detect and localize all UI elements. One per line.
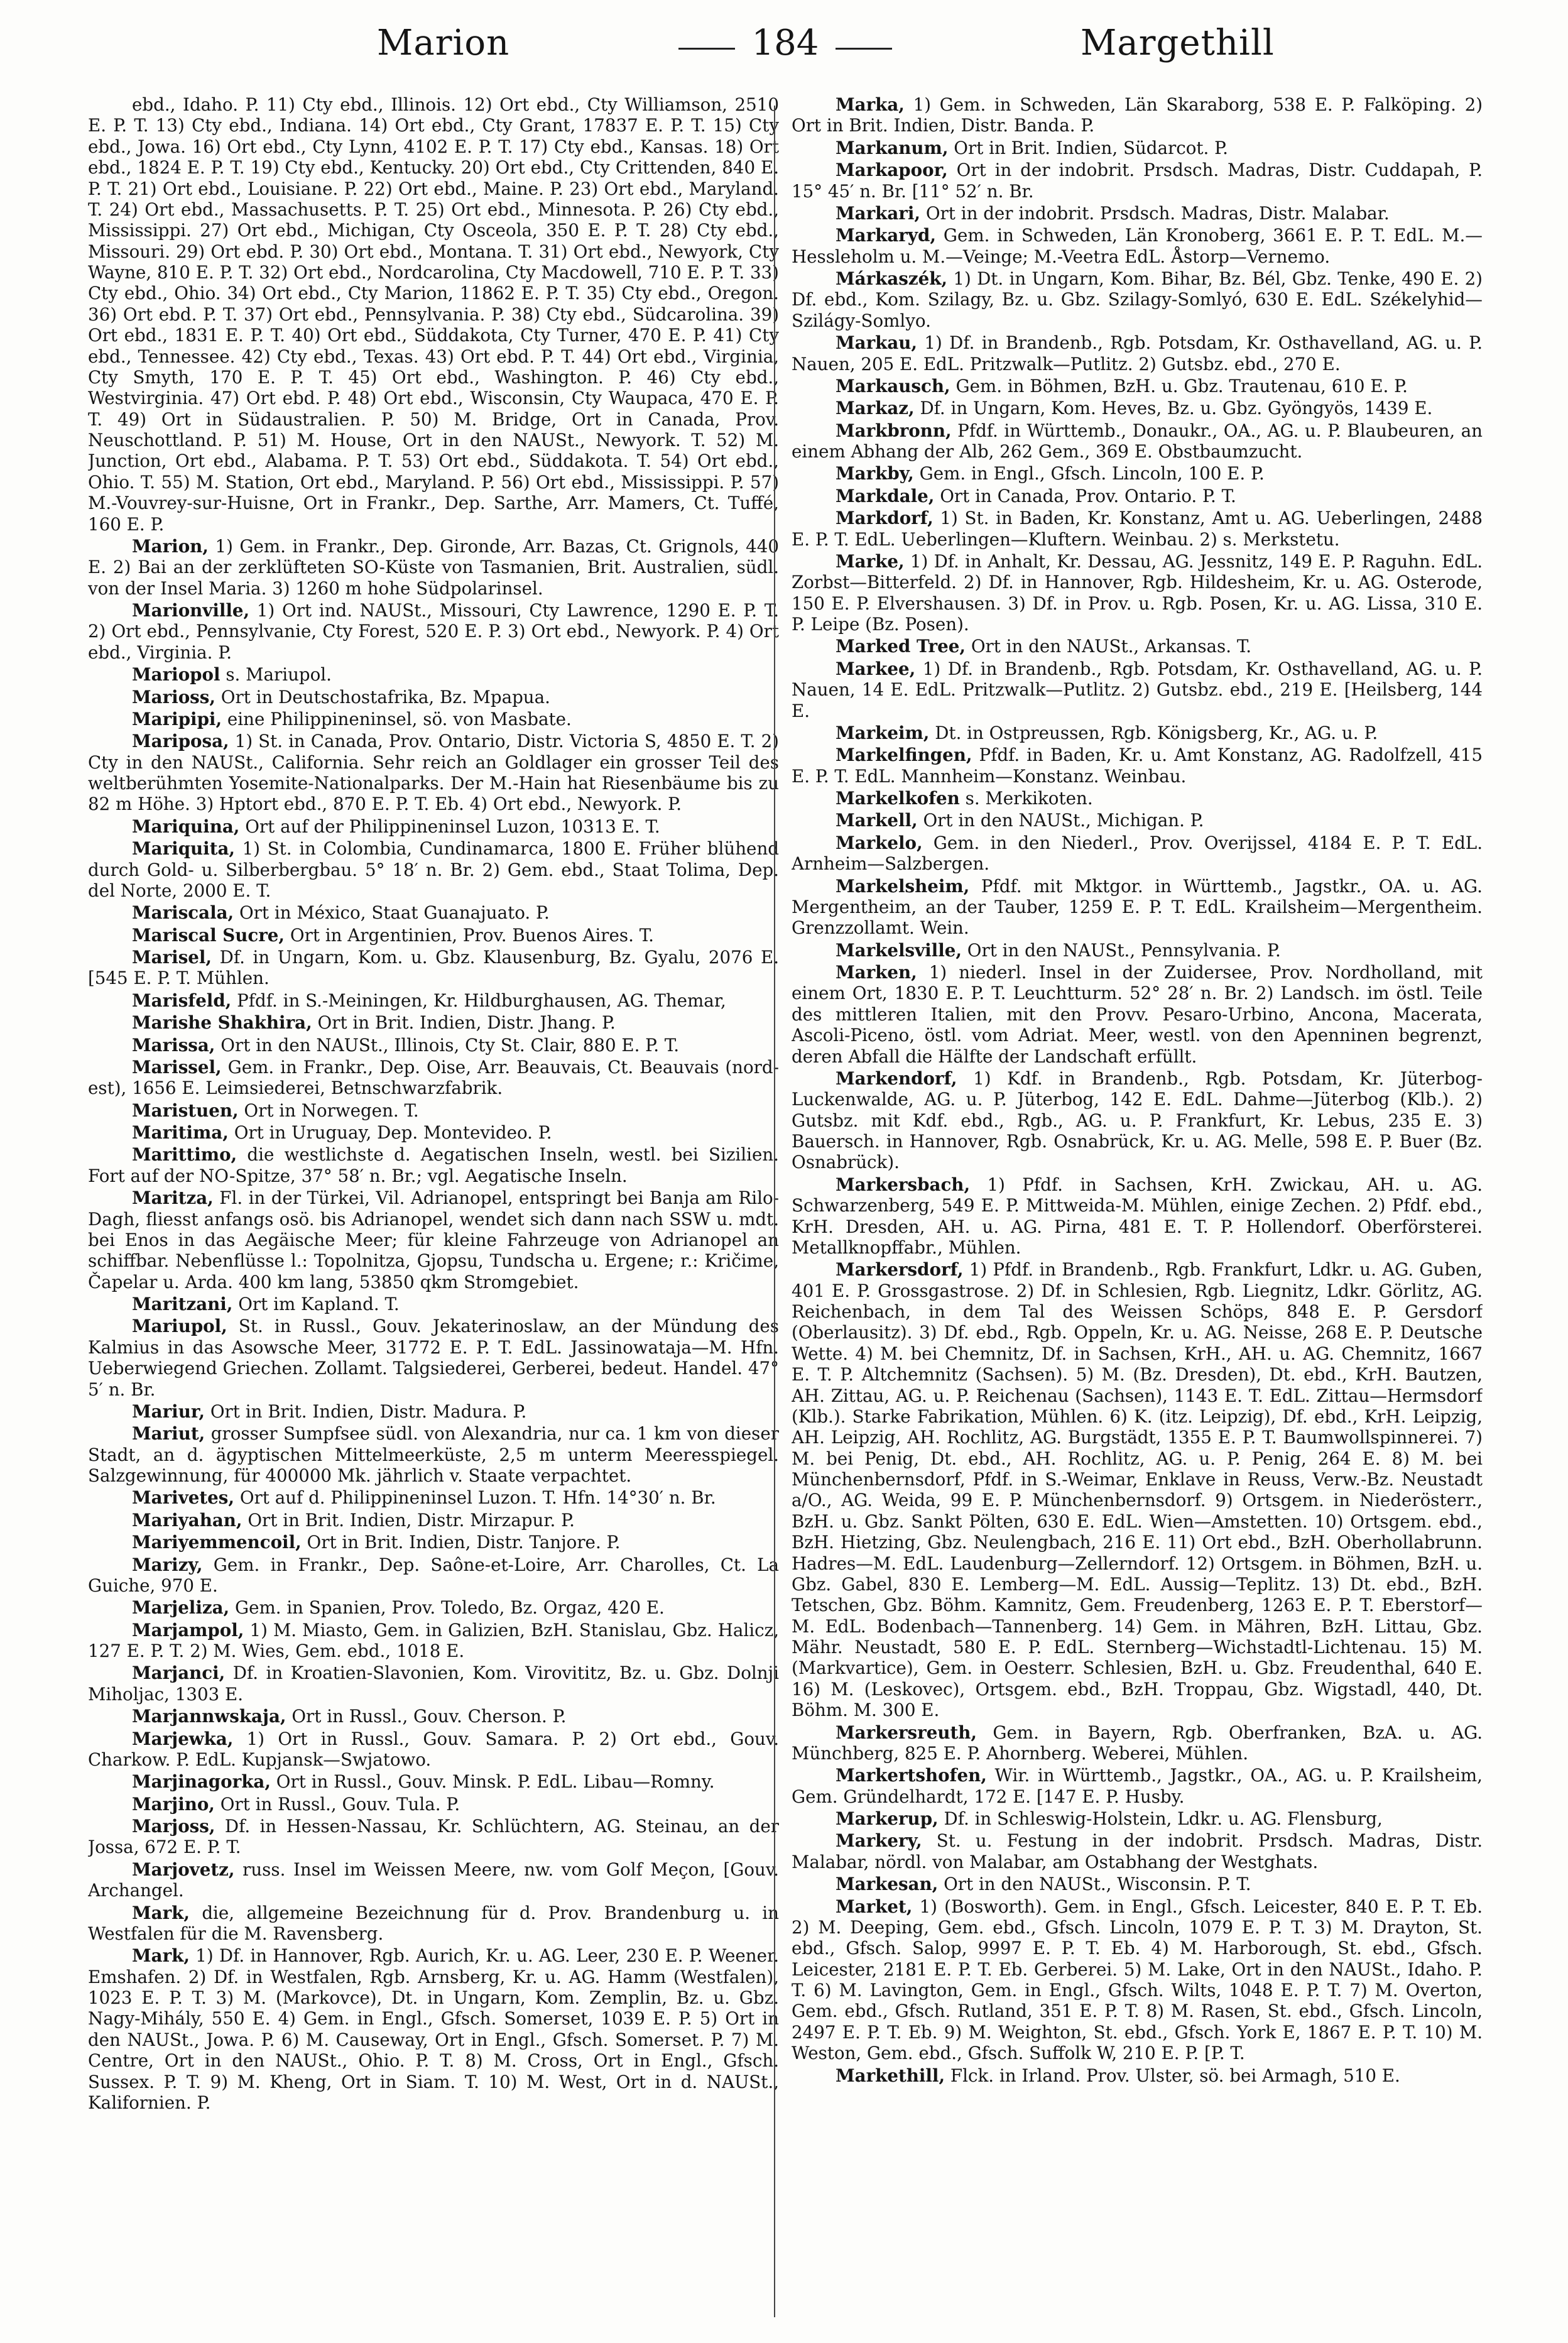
entry-headword: Markelo, xyxy=(836,832,923,853)
gazetteer-entry xyxy=(792,398,1483,418)
entry-headword: Mariquina, xyxy=(132,816,240,837)
entry-headword: Markari, xyxy=(836,202,921,224)
gazetteer-entry xyxy=(88,990,779,1011)
entry-headword: Markaz, xyxy=(836,398,915,419)
entry-text: s. Merkikoten. xyxy=(959,788,1093,809)
gazetteer-entry xyxy=(792,420,1483,462)
entry-headword: Markell, xyxy=(836,810,918,831)
entry-text: Ort in Deutschostafrika, Bz. Mpapua. xyxy=(215,686,550,707)
gazetteer-entry xyxy=(88,1816,779,1858)
entry-headword: Marisel, xyxy=(132,947,212,968)
entry-text: Ort in Russl., Gouv. Minsk. P. EdL. Libau—Romny. xyxy=(270,1771,715,1793)
entry-headword: Maritzani, xyxy=(132,1294,233,1314)
gazetteer-entry xyxy=(792,940,1483,961)
entry-text: Ort in Russl., Gouv. Cherson. P. xyxy=(286,1706,567,1727)
entry-headword: Markertshofen, xyxy=(836,1765,987,1786)
gazetteer-entry xyxy=(88,1294,779,1314)
entry-text: Df. in Kroatien-Slavonien, Kom. Virovititz, Bz. u. Gbz. Dolnji Miholjac, 1303 E. xyxy=(88,1663,779,1705)
entry-headword: Marionville, xyxy=(132,600,250,621)
entry-text: Pfdf. in Württemb., Donaukr., OA., AG. u. P. Blaubeuren, an einem Abhang der Alb, 262 Gem., 369 E. Obstbaumzucht. xyxy=(792,420,1483,462)
gazetteer-entry xyxy=(792,94,1483,136)
entry-text: 1) M. Miasto, Gem. in Galizien, BzH. Stanislau, Gbz. Halicz, 127 E. P. T. 2) M. Wies, Gem. ebd., 1018 E. xyxy=(88,1619,779,1661)
entry-headword: Mark, xyxy=(132,1945,190,1967)
entry-text: Ort auf der Philippineninsel Luzon, 10313 E. T. xyxy=(239,816,660,837)
entry-headword: Marjeliza, xyxy=(132,1597,230,1619)
gazetteer-entry xyxy=(88,1100,779,1121)
entry-headword: Mariopol xyxy=(132,664,220,685)
gazetteer-entry xyxy=(88,1903,779,1945)
entry-headword: Markapoor, xyxy=(836,160,948,181)
entry-text: Ort auf d. Philippineninsel Luzon. T. Hfn. 14°30′ n. Br. xyxy=(234,1487,716,1509)
entry-text: Ort in den NAUSt., Michigan. P. xyxy=(917,810,1204,831)
entry-headword: Marissel, xyxy=(132,1056,222,1078)
gazetteer-entry xyxy=(792,551,1483,635)
entry-text: Df. in Ungarn, Kom. u. Gbz. Klausenburg, Bz. Gyalu, 2076 E. [545 E. P. T. Mühlen. xyxy=(88,947,779,989)
gazetteer-entry xyxy=(792,1830,1483,1872)
gazetteer-entry xyxy=(792,723,1483,743)
entry-headword: Maristuen, xyxy=(132,1100,239,1121)
entry-text: die westlichste d. Aegatischen Inseln, westl. bei Sizilien. Fort auf der NO-Spitze, 37° 58′ n. Br.; vgl. Aegatische Inseln. xyxy=(88,1144,779,1186)
gazetteer-entry xyxy=(792,332,1483,374)
right-column xyxy=(792,94,1483,2322)
left-column xyxy=(88,94,779,2322)
entry-headword: Marioss, xyxy=(132,686,215,707)
entry-headword: Market, xyxy=(836,1896,913,1917)
gazetteer-entry xyxy=(88,1401,779,1422)
entry-headword: Marked Tree, xyxy=(836,636,966,657)
entry-text: 1) St. in Colombia, Cundinamarca, 1800 E. Früher blühend durch Gold- u. Silberbergbau. 5° 18′ n. Br. 2) Gem. ebd., Staat Tolima, Dep. del Norte, 2000 E. T. xyxy=(88,838,779,901)
entry-text: Ort in Brit. Indien, Distr. Tanjore. P. xyxy=(301,1532,621,1553)
entry-text: Ort in den NAUSt., Pennsylvania. P. xyxy=(961,939,1281,961)
gazetteer-entry xyxy=(792,1896,1483,2064)
entry-headword: Mariquita, xyxy=(132,838,236,860)
gazetteer-entry xyxy=(88,1532,779,1553)
entry-headword: Markausch, xyxy=(836,375,950,396)
entry-text: Df. in Ungarn, Kom. Heves, Bz. u. Gbz. Gyöngyös, 1439 E. xyxy=(914,398,1433,419)
entry-headword: Markersreuth, xyxy=(836,1722,977,1743)
entry-text: Ort in Brit. Indien, Distr. Mirzapur. P. xyxy=(242,1509,575,1531)
entry-text: die, allgemeine Bezeichnung für d. Prov. Brandenburg u. in Westfalen für die M. Ravensberg. xyxy=(88,1902,779,1944)
entry-headword: Mark, xyxy=(132,1902,190,1923)
gazetteer-entry xyxy=(792,376,1483,396)
entry-headword: Marken, xyxy=(836,962,917,983)
entry-text: 1) Gem. in Schweden, Län Skaraborg, 538 E. P. Falköping. 2) Ort in Brit. Indien, Distr. Banda. P. xyxy=(792,94,1483,136)
entry-headword: Markendorf, xyxy=(836,1068,957,1089)
gazetteer-entry xyxy=(792,508,1483,550)
entry-headword: Markeim, xyxy=(836,722,930,743)
entry-text: 1) Ort ind. NAUSt., Missouri, Cty Lawrence, 1290 E. P. T. 2) Ort ebd., Pennsylvanie, Cty Forest, 520 E. P. 3) Ort ebd., Newyork. P. 4) Ort ebd., Virginia. P. xyxy=(88,600,779,663)
gazetteer-entry xyxy=(792,463,1483,484)
entry-headword: Mariposa, xyxy=(132,731,229,752)
running-header xyxy=(0,0,1568,94)
entry-text: Df. in Schleswig-Holstein, Ldkr. u. AG. Flensburg, xyxy=(938,1808,1383,1829)
entry-text: Gem. in Bayern, Rgb. Oberfranken, BzA. u. AG. Münchberg, 825 E. P. Ahornberg. Weberei, Mühlen. xyxy=(792,1722,1483,1764)
gazetteer-entry xyxy=(88,1859,779,1901)
entry-text: Gem. in den Niederl., Prov. Overijssel, 4184 E. P. T. EdL. Arnheim—Salzbergen. xyxy=(792,832,1483,875)
entry-headword: Mariut, xyxy=(132,1423,205,1445)
entry-text: 1) Dt. in Ungarn, Kom. Bihar, Bz. Bél, Gbz. Tenke, 490 E. 2) Df. ebd., Kom. Szilagy, Bz. u. Gbz. Szilagy-Somlyó, 630 E. EdL. Székelyhid—Szilágy-Somlyo. xyxy=(792,268,1483,331)
entry-text: 1) Df. in Brandenb., Rgb. Potsdam, Kr. Osthavelland, AG. u. P. Nauen, 205 E. EdL. Pritzwalk—Putlitz. 2) Gutsbz. ebd., 270 E. xyxy=(792,332,1483,374)
entry-headword: Marittimo, xyxy=(132,1144,237,1166)
entry-text: grosser Sumpfsee südl. von Alexandria, nur ca. 1 km von dieser Stadt, an d. ägyptischen Mittelmeerküste, 2,5 m unterm Meeresspiegel. Salzgewinnung, für 400000 Mk. jährlich v. Staate verpachtet. xyxy=(88,1423,779,1486)
gazetteer-entry xyxy=(792,486,1483,506)
gazetteer-entry xyxy=(792,138,1483,158)
gazetteer-entry xyxy=(88,1487,779,1508)
entry-headword: Marion, xyxy=(132,535,209,557)
entry-headword: Markanum, xyxy=(836,137,949,158)
entry-headword: Marjoss, xyxy=(132,1816,215,1837)
page-number: 184 xyxy=(666,23,905,63)
gazetteer-entry xyxy=(792,1808,1483,1829)
entry-text: 1) Pfdf. in Brandenb., Rgb. Frankfurt, Ldkr. u. AG. Guben, 401 E. P. Grossgastrose. 2) Df. in Schlesien, Rgb. Liegnitz, Ldkr. Görlitz, AG. Reichenbach, in dem Tal des Weissen Schöps, 848 E. P. Gersdorf (Oberlausitz). 3) Df. ebd., Rgb. Oppeln, Kr. u. AG. Neisse, 268 E. P. Deutsche Wette. 4) M. bei Chemnitz, Df. in Sachsen, KrH., AH. u. AG. Chemnitz, 1667 E. T. P. Altchemnitz (Sachsen). 5) M. (Bz. Dresden), Dt. ebd., KrH. Bautzen, AH. Zittau, AG. u. P. Reichenau (Sachsen), 1143 E. T. EdL. Zittau—Hermsdorf (Klb.). Starke Fabrikation, Mühlen. 6) K. (itz. Leipzig), Df. ebd., KrH. Leipzig, AH. Leipzig, AH. Rochlitz, AG. Burgstädt, 1355 E. P. T. Baumwollspinnerei. 7) M. bei Penig, Dt. ebd., AH. Rochlitz, AG. u. P. Penig, 264 E. 8) M. bei Münchenbernsdorf, Pfdf. in S.-Weimar, Enklave in Reuss, Verw.-Bz. Neustadt a/O., AG. Weida, 99 E. P. Münchenbernsdorf. 9) Ortsgem. in Niederösterr., BzH. u. Gbz. Sankt Pölten, 630 E. EdL. Wien—Amstetten. 10) Ortsgem. ebd., BzH. Hietzing, Gbz. Neulengbach, 216 E. 11) Ort ebd., BzH. Oberhollabrunn. Hadres—M. EdL. Laudenburg—Zellerndorf. 12) Ortsgem. in Böhmen, BzH. u. Gbz. Gabel, 830 E. Lemberg—M. EdL. Aussig—Teplitz. 13) Dt. ebd., BzH. Tetschen, Gbz. Böhm. Kamnitz, Gem. Freudenberg, 1263 E. P. T. Eberstorf—M. EdL. Bodenbach—Tannenberg. 14) Gem. in Mähren, BzH. Littau, Gbz. Mähr. Neustadt, 580 E. P. EdL. Sternberg—Wichstadtl-Lichtenau. 15) M. (Markvartice), Gem. in Oesterr. Schlesien, BzH. u. Gbz. Freudenthal, 640 E. 16) M. (Leskovec), Ortsgem. ebd., BzH. Troppau, Gbz. Wigstadl, 440, Dt. Böhm. M. 300 E. xyxy=(792,1259,1483,1721)
gazetteer-entry xyxy=(88,1188,779,1292)
entry-headword: Mariur, xyxy=(132,1401,205,1422)
entry-headword: Markethill, xyxy=(836,2065,945,2086)
entry-headword: Markerup, xyxy=(836,1808,939,1829)
entry-text: Wir. in Württemb., Jagstkr., OA., AG. u. P. Krailsheim, Gem. Gründelhardt, 172 E. [147 E. P. Husby. xyxy=(792,1765,1483,1807)
entry-text: Df. in Hessen-Nassau, Kr. Schlüchtern, AG. Steinau, an der Jossa, 672 E. P. T. xyxy=(88,1816,779,1858)
gazetteer-entry xyxy=(88,1510,779,1531)
gazetteer-entry xyxy=(792,1259,1483,1720)
entry-text: St. in Russl., Gouv. Jekaterinoslaw, an der Mündung des Kalmius in das Asowsche Meer, 31772 E. P. T. EdL. Jassinowataja—M. Hfn. Ueberwiegend Griechen. Zollamt. Talgsiederei, Gerberei, bedeut. Handel. 47° 5′ n. Br. xyxy=(88,1316,779,1400)
entry-headword: Marisfeld, xyxy=(132,990,232,1011)
entry-headword: Marjovetz, xyxy=(132,1859,235,1880)
entry-headword: Markbronn, xyxy=(836,420,952,441)
gazetteer-entry xyxy=(792,636,1483,657)
entry-headword: Markby, xyxy=(836,463,914,484)
entry-headword: Marka, xyxy=(836,94,905,115)
entry-text: Pfdf. mit Mktgor. in Württemb., Jagstkr., OA. u. AG. Mergentheim, an der Tauber, 1259 E. P. T. EdL. Krailsheim—Mergentheim. Grenzzollamt. Wein. xyxy=(792,875,1483,939)
entry-text: Ort in México, Staat Guanajuato. P. xyxy=(234,902,550,924)
gazetteer-entry xyxy=(792,1174,1483,1259)
entry-headword: Mariyemmencoil, xyxy=(132,1532,302,1553)
gazetteer-entry xyxy=(88,1729,779,1771)
entry-headword: Marivetes, xyxy=(132,1487,235,1509)
entry-text: Gem. in Schweden, Län Kronoberg, 3661 E. P. T. EdL. M.—Hessleholm u. M.—Veinge; M.-Veetra EdL. Åstorp—Vernemo. xyxy=(792,225,1483,267)
gazetteer-entry xyxy=(88,1012,779,1033)
entry-headword: Markee, xyxy=(836,658,916,679)
entry-text: Gem. in Frankr., Dep. Oise, Arr. Beauvais, Ct. Beauvais (nord-est), 1656 E. Leimsiederei, Betnschwarzfabrik. xyxy=(88,1056,779,1099)
entry-headword: Mariscala, xyxy=(132,902,234,924)
gazetteer-entry xyxy=(88,94,779,535)
entry-text: Ort in den NAUSt., Illinois, Cty St. Clair, 880 E. P. T. xyxy=(215,1034,679,1056)
gazetteer-entry xyxy=(88,1122,779,1143)
entry-headword: Markelfingen, xyxy=(836,745,972,766)
gazetteer-entry xyxy=(792,658,1483,721)
column-divider xyxy=(774,106,775,2317)
gazetteer-entry xyxy=(792,833,1483,875)
entry-text: Ort in der indobrit. Prsdsch. Madras, Distr. Cuddapah, P. 15° 45′ n. Br. [11° 52′ n. Br. xyxy=(792,160,1483,202)
gazetteer-entry xyxy=(792,788,1483,809)
entry-headword: Mariscal Sucre, xyxy=(132,924,285,946)
entry-text: 1) Ort in Russl., Gouv. Samara. P. 2) Ort ebd., Gouv. Charkow. P. EdL. Kupjansk—Swjatowo. xyxy=(88,1728,779,1770)
entry-headword: Marke, xyxy=(836,550,905,572)
entry-text: 1) Pfdf. in Sachsen, KrH. Zwickau, AH. u. AG. Schwarzenberg, 549 E. P. Mittweida-M. Mühlen, einige Zechen. 2) Pfdf. ebd., KrH. Dresden, AH. u. AG. Pirna, 481 E. T. P. Hollendorf. Oberförsterei. Metallknopffabr., Mühlen. xyxy=(792,1174,1483,1258)
entry-text: Gem. in Frankr., Dep. Saône-et-Loire, Arr. Charolles, Ct. La Guiche, 970 E. xyxy=(88,1554,779,1596)
gazetteer-entry xyxy=(88,664,779,685)
entry-text: Gem. in Spanien, Prov. Toledo, Bz. Orgaz, 420 E. xyxy=(229,1597,665,1619)
entry-text: Ort in Norwegen. T. xyxy=(238,1100,419,1121)
gazetteer-entry xyxy=(88,1771,779,1792)
entry-headword: Markelkofen xyxy=(836,788,960,809)
entry-headword: Marjampol, xyxy=(132,1619,244,1641)
entry-text: Ort in Russl., Gouv. Tula. P. xyxy=(214,1793,460,1815)
gazetteer-entry xyxy=(792,2065,1483,2086)
entry-text: 1) St. in Baden, Kr. Konstanz, Amt u. AG. Ueberlingen, 2488 E. P. T. EdL. Ueberlingen—Kluftern. Weinbau. 2) s. Merkstetu. xyxy=(792,508,1483,550)
entry-headword: Maritza, xyxy=(132,1188,214,1209)
gazetteer-entry xyxy=(88,536,779,599)
gazetteer-entry xyxy=(88,816,779,837)
entry-headword: Markelsheim, xyxy=(836,875,970,897)
entry-text: 1) Kdf. in Brandenb., Rgb. Potsdam, Kr. Jüterbog-Luckenwalde, AG. u. P. Jüterbog, 142 E. EdL. Dahme—Jüterbog (Klb.). 2) Gutsbz. mit Kdf. ebd., Rgb., AG. u. P. Frankfurt, Kr. Lebus, 235 E. 3) Bauersch. in Hannover, Rgb. Osnabrück, Kr. u. AG. Melle, 598 E. P. Buer (Bz. Osnabrück). xyxy=(792,1068,1483,1173)
gazetteer-entry xyxy=(792,225,1483,267)
entry-text: 1) St. in Canada, Prov. Ontario, Distr. Victoria S, 4850 E. T. 2) Cty in den NAUSt., California. Sehr reich an Goldlager ein grosser Teil des weltberühmten Yosemite-Nationalparks. Der M.-Hain hat Riesenbäume bis zu 82 m Höhe. 3) Hptort ebd., 870 E. P. T. Eb. 4) Ort ebd., Newyork. P. xyxy=(88,731,779,815)
gazetteer-entry xyxy=(88,925,779,946)
entry-text: 1) Df. in Brandenb., Rgb. Potsdam, Kr. Osthavelland, AG. u. P. Nauen, 14 E. EdL. Pritzwalk—Putlitz. 2) Gutsbz. ebd., 219 E. [Heilsberg, 144 E. xyxy=(792,658,1483,721)
entry-headword: Márkaszék, xyxy=(836,268,948,289)
gazetteer-entry xyxy=(88,1057,779,1099)
gazetteer-entry xyxy=(88,1945,779,2113)
entry-headword: Markesan, xyxy=(836,1874,939,1895)
entry-headword: Maritima, xyxy=(132,1122,229,1143)
entry-headword: Markelsville, xyxy=(836,939,962,961)
gazetteer-entry xyxy=(88,1554,779,1597)
entry-headword: Markau, xyxy=(836,332,918,354)
gazetteer-entry xyxy=(792,1874,1483,1894)
entry-text: 1) Df. in Anhalt, Kr. Dessau, AG. Jessnitz, 149 E. P. Raguhn. EdL. Zorbst—Bitterfeld. 2) Df. in Hannover, Rgb. Hildesheim, Kr. u. AG. Osterode, 150 E. P. Elvershausen. 3) Df. in Prov. u. Rgb. Posen, Kr. u. AG. Lissa, 310 E. P. Leipe (Bz. Posen). xyxy=(792,550,1483,635)
gazetteer-entry xyxy=(88,902,779,923)
entry-text: Ort in Argentinien, Prov. Buenos Aires. T. xyxy=(285,924,654,946)
entry-headword: Markdale, xyxy=(836,485,935,506)
header-right-catchword: Margethill xyxy=(1081,23,1275,63)
entry-headword: Markaryd, xyxy=(836,225,936,246)
entry-text: ebd., Idaho. P. 11) Cty ebd., Illinois. 12) Ort ebd., Cty Williamson, 2510 E. P. T. 13) Cty ebd., Indiana. 14) Ort ebd., Cty Grant, 17837 E. P. T. 15) Cty ebd., Jowa. 16) Ort ebd., Cty Lynn, 4102 E. P. T. 17) Cty ebd., Kansas. 18) Ort ebd., 1824 E. P. T. 19) Cty ebd., Kentucky. 20) Ort ebd., Cty Crittenden, 840 E. P. T. 21) Ort ebd., Louisiane. P. 22) Ort ebd., Maine. P. 23) Ort ebd., Maryland. T. 24) Ort ebd., Massachusetts. P. T. 25) Ort ebd., Minnesota. P. 26) Cty ebd., Mississippi. 27) Ort ebd., Michigan, Cty Osceola, 350 E. P. T. 28) Cty ebd., Missouri. 29) Ort ebd. P. 30) Ort ebd., Montana. T. 31) Ort ebd., Newyork, Cty Wayne, 810 E. P. T. 32) Ort ebd., Nordcarolina, Cty Macdowell, 710 E. P. T. 33) Cty ebd., Ohio. 34) Ort ebd., Cty Marion, 11862 E. P. T. 35) Cty ebd., Oregon. 36) Ort ebd. P. T. 37) Ort ebd., Pennsylvania. P. 38) Cty ebd., Südcarolina. 39) Ort ebd., 1831 E. P. T. 40) Ort ebd., Süddakota, Cty Turner, 470 E. P. 41) Cty ebd., Tennessee. 42) Cty ebd., Texas. 43) Ort ebd. P. T. 44) Ort ebd., Virginia, Cty Smyth, 170 E. P. T. 45) Ort ebd., Washington. P. 46) Cty ebd., Westvirginia. 47) Ort ebd. P. 48) Ort ebd., Wisconsin, Cty Waupaca, 470 E. P. T. 49) Ort in Südaustralien. P. 50) M. Bridge, Ort in Canada, Prov. Neuschottland. P. 51) M. House, Ort in den NAUSt., Newyork. T. 52) M. Junction, Ort ebd., Alabama. P. T. 53) Ort ebd., Süddakota. T. 54) Ort ebd., Ohio. T. 55) M. Station, Ort ebd., Maryland. P. 56) Ort ebd., Mississippi. P. 57) M.-Vouvrey-sur-Huisne, Ort in Frankr., Dep. Sarthe, Arr. Mamers, Ct. Tuffé, 160 E. P. xyxy=(88,94,779,535)
entry-headword: Marjino, xyxy=(132,1793,215,1815)
entry-headword: Mariupol, xyxy=(132,1316,227,1337)
gazetteer-entry xyxy=(88,1316,779,1400)
entry-headword: Mariyahan, xyxy=(132,1509,242,1531)
entry-headword: Markdorf, xyxy=(836,508,934,529)
gazetteer-entry xyxy=(88,1597,779,1618)
entry-text: Ort in der indobrit. Prsdsch. Madras, Distr. Malabar. xyxy=(920,202,1390,224)
gazetteer-entry xyxy=(792,810,1483,831)
entry-text: Flck. in Irland. Prov. Ulster, sö. bei Armagh, 510 E. xyxy=(945,2065,1400,2086)
gazetteer-entry xyxy=(88,838,779,901)
entry-headword: Marizy, xyxy=(132,1554,203,1575)
entry-text: Gem. in Engl., Gfsch. Lincoln, 100 E. P. xyxy=(913,463,1265,484)
entry-headword: Markersdorf, xyxy=(836,1259,964,1281)
entry-text: Gem. in Böhmen, BzH. u. Gbz. Trautenau, 610 E. P. xyxy=(950,375,1408,396)
gazetteer-entry xyxy=(88,1144,779,1186)
entry-headword: Marjinagorka, xyxy=(132,1771,271,1793)
entry-text: St. u. Festung in der indobrit. Prsdsch. Madras, Distr. Malabar, nördl. von Malabar, am Ostabhang der Westghats. xyxy=(792,1830,1483,1872)
entry-text: eine Philippineninsel, sö. von Masbate. xyxy=(222,708,572,729)
gazetteer-entry xyxy=(792,268,1483,331)
entry-headword: Maripipi, xyxy=(132,708,222,729)
entry-headword: Marjewka, xyxy=(132,1728,234,1749)
gazetteer-entry xyxy=(88,687,779,707)
entry-headword: Marissa, xyxy=(132,1034,215,1056)
entry-text: Ort in den NAUSt., Arkansas. T. xyxy=(966,636,1252,657)
gazetteer-entry xyxy=(792,876,1483,939)
entry-text: 1) Gem. in Frankr., Dep. Gironde, Arr. Bazas, Ct. Grignols, 440 E. 2) Bai an der zerklüfteten SO-Küste von Tasmanien, Brit. Australien, südl. von der Insel Maria. 3) 1260 m hohe Südpolarinsel. xyxy=(88,535,779,599)
entry-headword: Marishe Shakhira, xyxy=(132,1012,312,1034)
entry-text: 1) niederl. Insel in der Zuidersee, Prov. Nordholland, mit einem Ort, 1830 E. P. T. Leuchtturm. 52° 28′ n. Br. 2) Landsch. im östl. Teile des mittleren Italien, mit den Provv. Pesaro-Urbino, Ancona, Macerata, Ascoli-Piceno, östl. vom Adriat. Meer, westl. von den Apenninen begrenzt, deren Abfall die Hälfte der Landschaft erfüllt. xyxy=(792,962,1483,1067)
gazetteer-entry xyxy=(792,160,1483,202)
gazetteer-entry xyxy=(792,203,1483,224)
entry-text: Fl. in der Türkei, Vil. Adrianopel, entspringt bei Banja am Rilo-Dagh, fliesst anfangs osö. bis Adrianopel, wendet sich dann nach SSW u. mdt. bei Enos in das Aegäische Meer; für kleine Fahrzeuge von Adrianopel an schiffbar. Nebenflüsse l.: Topolnitza, Gjopsu, Tundscha u. Ergene; r.: Kričime, Čapelar u. Arda. 400 km lang, 53850 qkm Stromgebiet. xyxy=(88,1188,779,1292)
gazetteer-entry xyxy=(792,1765,1483,1807)
entry-text: 1) (Bosworth). Gem. in Engl., Gfsch. Leicester, 840 E. P. T. Eb. 2) M. Deeping, Gem. ebd., Gfsch. Lincoln, 1079 E. P. T. 3) M. Drayton, St. ebd., Gfsch. Salop, 9997 E. P. T. Eb. 4) M. Harborough, St. ebd., Gfsch. Leicester, 2181 E. P. T. Eb. Gerberei. 5) M. Lake, Ort in den NAUSt., Idaho. P. T. 6) M. Lavington, Gem. in Engl., Gfsch. Wilts, 1048 E. P. T. 7) M. Overton, Gem. ebd., Gfsch. Rutland, 351 E. P. T. 8) M. Rasen, St. ebd., Gfsch. Lincoln, 2497 E. P. T. Eb. 9) M. Weighton, St. ebd., Gfsch. York E, 1867 E. P. T. 10) M. Weston, Gem. ebd., Gfsch. Suffolk W, 210 E. P. [P. T. xyxy=(792,1896,1483,2064)
gazetteer-entry xyxy=(88,1035,779,1056)
gazetteer-entry xyxy=(88,1794,779,1815)
entry-headword: Marjannwskaja, xyxy=(132,1706,286,1727)
entry-text: Ort im Kapland. T. xyxy=(232,1294,400,1314)
entry-text: Ort in Brit. Indien, Distr. Jhang. P. xyxy=(312,1012,616,1034)
header-left-catchword: Marion xyxy=(377,23,510,63)
entry-text: Dt. in Ostpreussen, Rgb. Königsberg, Kr., AG. u. P. xyxy=(929,722,1378,743)
gazetteer-entry xyxy=(88,1706,779,1727)
entry-headword: Marjanci, xyxy=(132,1663,226,1684)
gazetteer-entry xyxy=(792,745,1483,787)
gazetteer-entry xyxy=(88,947,779,989)
entry-text: s. Mariupol. xyxy=(220,664,332,685)
entry-text: Pfdf. in Baden, Kr. u. Amt Konstanz, AG. Radolfzell, 415 E. P. T. EdL. Mannheim—Konstanz. Weinbau. xyxy=(792,745,1483,787)
entry-text: 1) Df. in Hannover, Rgb. Aurich, Kr. u. AG. Leer, 230 E. P. Weener. Emshafen. 2) Df. in Westfalen, Rgb. Arnsberg, Kr. u. AG. Hamm (Westfalen), 1023 E. P. T. 3) M. (Markovce), Dt. in Ungarn, Kom. Zemplin, Bz. u. Gbz. Nagy-Mihály, 550 E. 4) Gem. in Engl., Gfsch. Somerset, 1039 E. P. 5) Ort in den NAUSt., Jowa. P. 6) M. Causeway, Ort in Engl., Gfsch. Somerset. P. 7) M. Centre, Ort in den NAUSt., Ohio. P. T. 8) M. Cross, Ort in Engl., Gfsch. Sussex. P. T. 9) M. Kheng, Ort in Siam. T. 10) M. West, Ort in d. NAUSt., Kalifornien. P. xyxy=(88,1945,779,2113)
entry-text: Ort in Brit. Indien, Südarcot. P. xyxy=(948,137,1228,158)
entry-text: russ. Insel im Weissen Meere, nw. vom Golf Meçon, [Gouv. Archangel. xyxy=(88,1859,779,1901)
entry-headword: Markersbach, xyxy=(836,1174,971,1195)
gazetteer-entry xyxy=(88,1663,779,1705)
entry-text: Pfdf. in S.-Meiningen, Kr. Hildburghausen, AG. Themar, xyxy=(231,990,726,1011)
entry-text: Ort in Brit. Indien, Distr. Madura. P. xyxy=(205,1401,527,1422)
gazetteer-entry xyxy=(88,731,779,815)
entry-text: Ort in den NAUSt., Wisconsin. P. T. xyxy=(938,1874,1251,1895)
gazetteer-entry xyxy=(792,1722,1483,1764)
entry-text: Ort in Uruguay, Dep. Montevideo. P. xyxy=(228,1122,552,1143)
gazetteer-entry xyxy=(88,1423,779,1486)
gazetteer-entry xyxy=(792,1068,1483,1173)
gazetteer-entry xyxy=(88,709,779,729)
gazetteer-entry xyxy=(792,962,1483,1067)
entry-text: Ort in Canada, Prov. Ontario. P. T. xyxy=(934,485,1236,506)
gazetteer-entry xyxy=(88,1620,779,1662)
entry-headword: Markery, xyxy=(836,1830,922,1852)
gazetteer-entry xyxy=(88,600,779,663)
